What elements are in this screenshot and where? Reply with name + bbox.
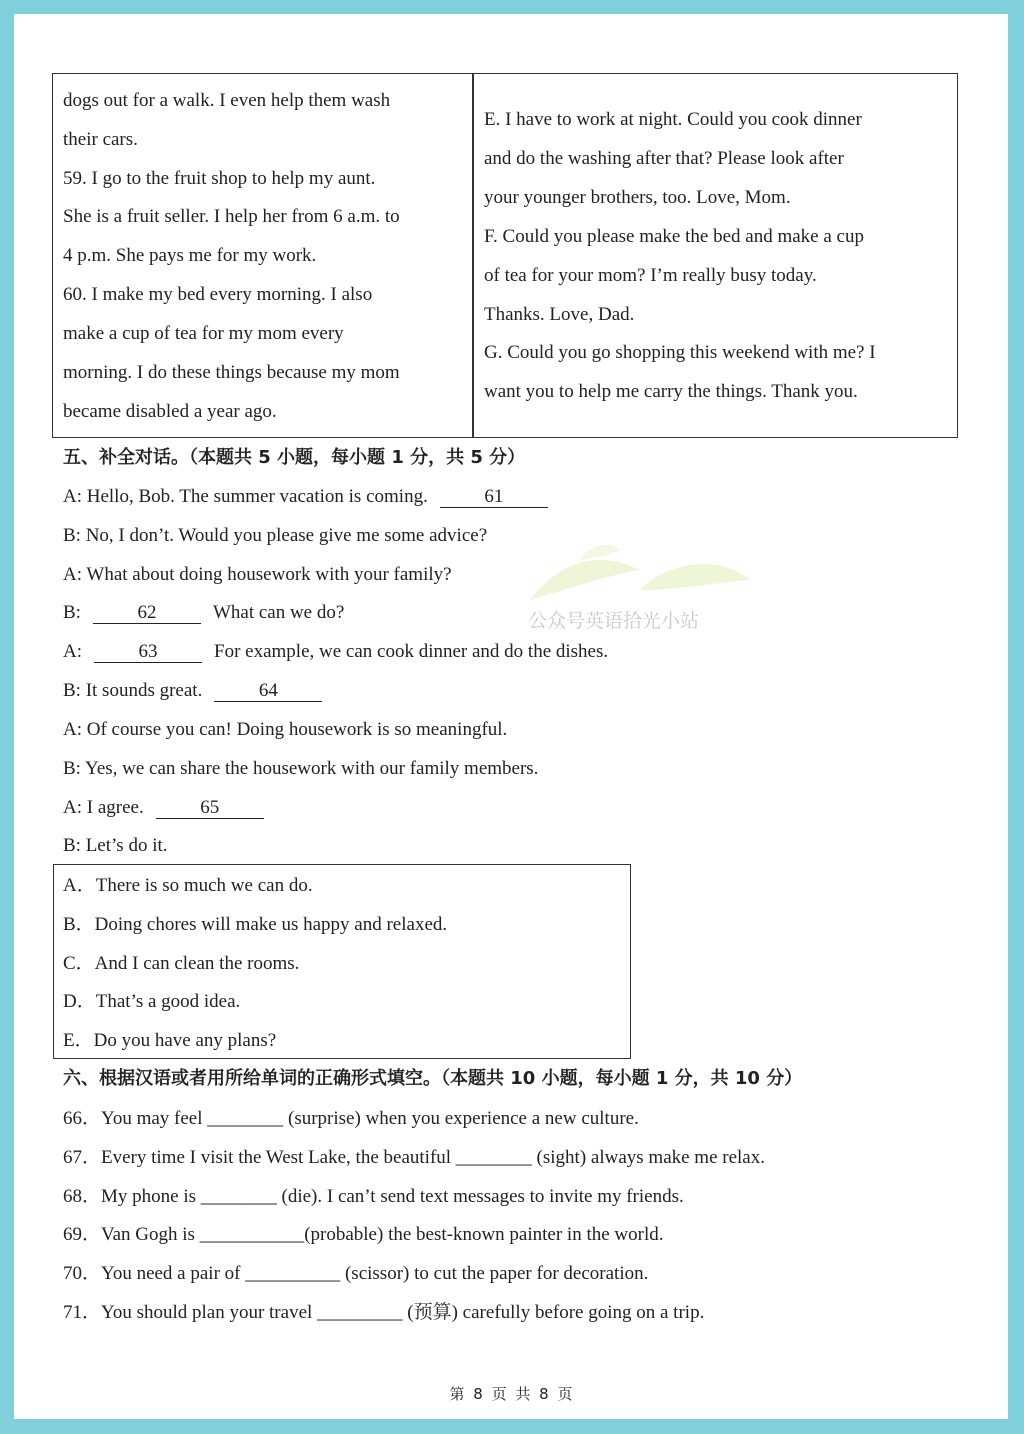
- table-right-line: Thanks. Love, Dad.: [484, 304, 635, 325]
- option-item: A．There is so much we can do.: [63, 875, 313, 896]
- table-left-line: morning. I do these things because my mom: [63, 362, 400, 383]
- dialog-line-text: B:: [63, 602, 81, 623]
- dialog-line: [63, 563, 452, 587]
- watermark-text: 公众号英语拾光小站: [528, 610, 700, 632]
- option-item: B．Doing chores will make us happy and relaxed.: [63, 914, 448, 935]
- table-left-line: make a cup of tea for my mom every: [63, 323, 344, 344]
- table-right-line: F. Could you please make the bed and make a cup: [484, 226, 864, 247]
- answer-blank[interactable]: 61: [440, 487, 548, 508]
- table-right-line: E. I have to work at night. Could you cook dinner: [484, 109, 862, 130]
- table-left-line: their cars.: [63, 129, 138, 150]
- dialog-line-text: B: It sounds great.: [63, 680, 203, 701]
- answer-blank[interactable]: 62: [93, 603, 201, 624]
- table-right-line: G. Could you go shopping this weekend with me? I: [484, 342, 876, 363]
- dialog-line-after: What can we do?: [212, 602, 345, 623]
- table-left-line: 59. I go to the fruit shop to help my aunt.: [63, 168, 376, 189]
- table-left-line: dogs out for a walk. I even help them wash: [63, 90, 391, 111]
- page-footer: 第 8 页 共 8 页: [449, 1385, 575, 1403]
- leaf-watermark-icon: [520, 540, 760, 610]
- dialog-line-text: A: Of course you can! Doing housework is so meaningful.: [63, 719, 508, 740]
- section6-heading: 六、根据汉语或者用所给单词的正确形式填空。（本题共 10 小题，每小题 1 分，共 10 分）: [63, 1068, 803, 1089]
- table-left-line: 60. I make my bed every morning. I also: [63, 284, 373, 305]
- dialog-line-text: B: No, I don’t. Would you please give me some advice?: [63, 525, 488, 546]
- table-left-line: 4 p.m. She pays me for my work.: [63, 245, 317, 266]
- dialog-line-text: A:: [63, 641, 82, 662]
- fill-blank-item: 67．Every time I visit the West Lake, the beautiful ________ (sight) always make me relax.: [63, 1147, 765, 1168]
- dialog-line-text: A: Hello, Bob. The summer vacation is coming.: [63, 486, 428, 507]
- option-item: C．And I can clean the rooms.: [63, 953, 300, 974]
- fill-blank-item: 71．You should plan your travel _________ (预算) carefully before going on a trip.: [63, 1302, 705, 1323]
- option-item: E．Do you have any plans?: [63, 1030, 277, 1051]
- dialog-line: [63, 601, 344, 625]
- fill-blank-item: 70．You need a pair of __________ (scissor) to cut the paper for decoration.: [63, 1263, 649, 1284]
- dialog-line-text: A: What about doing housework with your family?: [63, 564, 452, 585]
- dialog-line: [63, 485, 552, 509]
- dialog-line: [63, 796, 268, 820]
- dialog-line-text: B: Let’s do it.: [63, 835, 168, 856]
- table-right-line: and do the washing after that? Please look after: [484, 148, 844, 169]
- table-left-line: became disabled a year ago.: [63, 401, 277, 422]
- dialog-line: [63, 757, 538, 781]
- answer-blank[interactable]: 64: [214, 681, 322, 702]
- dialog-line: [63, 679, 326, 703]
- table-left-line: She is a fruit seller. I help her from 6 a.m. to: [63, 206, 400, 227]
- table-right-line: your younger brothers, too. Love, Mom.: [484, 187, 791, 208]
- table-right-line: of tea for your mom? I’m really busy today.: [484, 265, 817, 286]
- fill-blank-item: 69．Van Gogh is ___________(probable) the best-known painter in the world.: [63, 1224, 664, 1245]
- table-right-line: want you to help me carry the things. Thank you.: [484, 381, 858, 402]
- fill-blank-item: 68．My phone is ________ (die). I can’t send text messages to invite my friends.: [63, 1186, 684, 1207]
- table-divider: [472, 73, 474, 438]
- dialog-line: [63, 524, 487, 548]
- dialog-line: [63, 834, 168, 858]
- answer-blank[interactable]: 65: [156, 798, 264, 819]
- dialog-line-after: For example, we can cook dinner and do the dishes.: [214, 641, 609, 662]
- fill-blank-item: 66．You may feel ________ (surprise) when you experience a new culture.: [63, 1108, 639, 1129]
- section5-heading: 五、补全对话。（本题共 5 小题，每小题 1 分，共 5 分）: [63, 447, 526, 468]
- answer-blank[interactable]: 63: [94, 642, 202, 663]
- option-item: D．That’s a good idea.: [63, 991, 241, 1012]
- dialog-line-text: B: Yes, we can share the housework with our family members.: [63, 758, 539, 779]
- dialog-line: [63, 640, 608, 664]
- dialog-line-text: A: I agree.: [63, 797, 144, 818]
- dialog-line: [63, 718, 507, 742]
